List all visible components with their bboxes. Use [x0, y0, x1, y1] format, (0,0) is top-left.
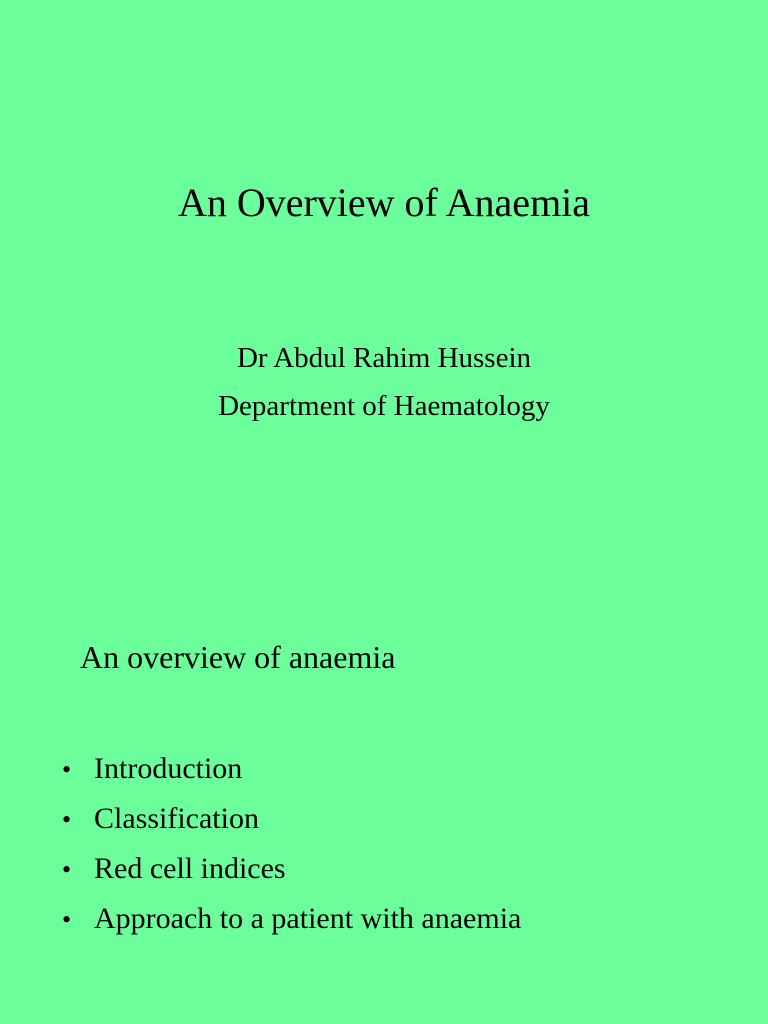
bullet-text: Red cell indices: [94, 852, 286, 885]
department-name: Department of Haematology: [218, 390, 550, 422]
bullet-list: [62, 746, 521, 946]
bullet-icon: •: [62, 855, 72, 884]
author-name: Dr Abdul Rahim Hussein: [236, 342, 532, 374]
bullet-icon: •: [62, 805, 72, 834]
slide-title-heading: An Overview of Anaemia: [177, 180, 591, 225]
list-item: [62, 846, 521, 896]
list-item: [62, 746, 521, 796]
slide-subtitle: [0, 334, 768, 430]
bullet-icon: •: [62, 755, 72, 784]
bullet-text: Approach to a patient with anaemia: [94, 902, 522, 935]
bullet-text: Introduction: [94, 752, 243, 785]
bullet-text: Classification: [94, 802, 259, 835]
overview-heading: An overview of anaemia: [80, 639, 396, 675]
slide-overview: [0, 512, 768, 1024]
bullet-icon: •: [62, 905, 72, 934]
list-item: [62, 796, 521, 846]
list-item: [62, 896, 521, 946]
